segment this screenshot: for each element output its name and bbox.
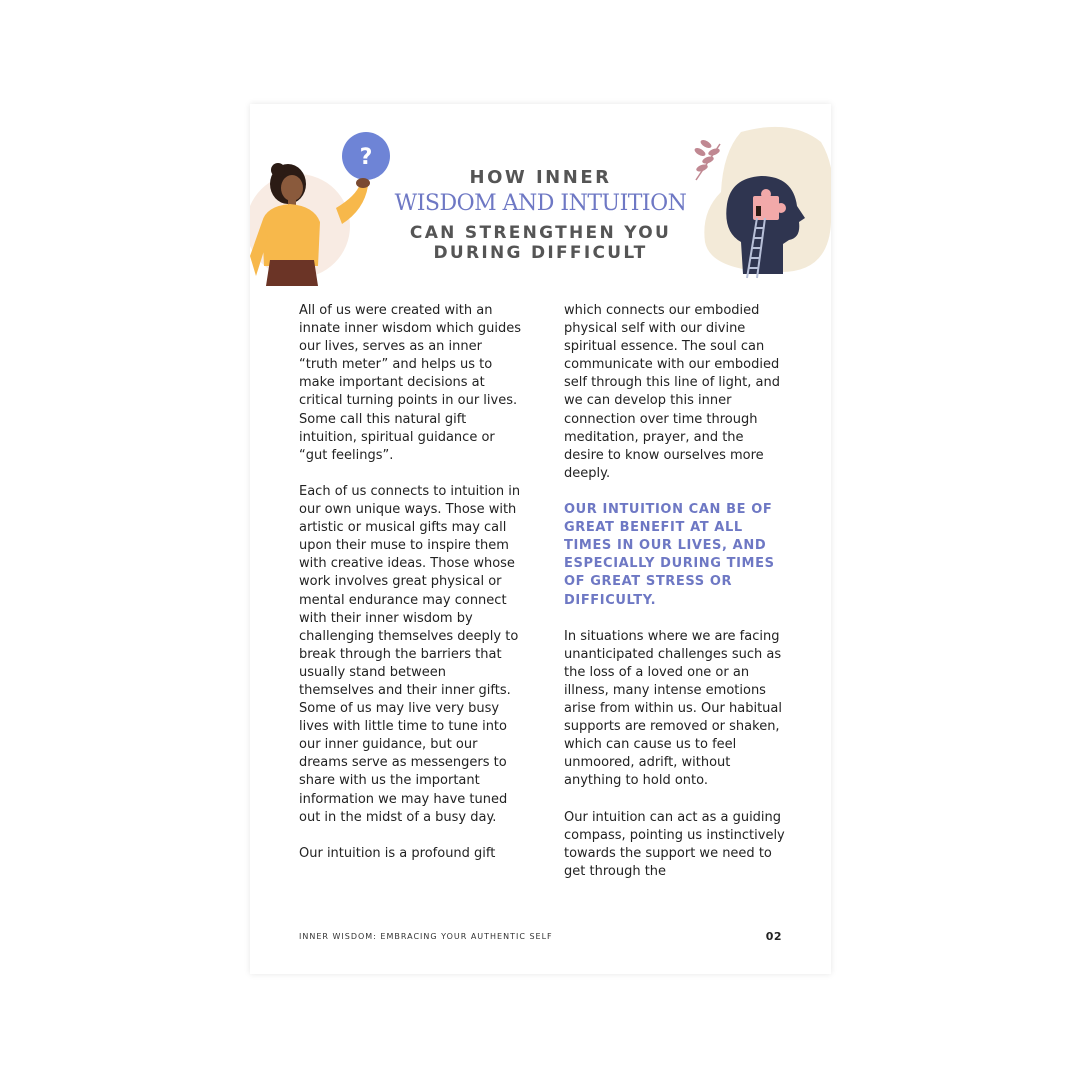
question-mark-icon: ?	[359, 145, 373, 170]
paragraph: All of us were created with an innate inner wisdom which guides our lives, serves as an inner “truth meter” and helps us to make important decisions at critical turning points in our lives. Some call this natural gift intuition, spiritual guidance or “gut feelings”.	[299, 303, 521, 463]
face	[281, 175, 303, 201]
page-number: 02	[765, 930, 782, 943]
heading-line-3b: DURING DIFFICULT	[433, 243, 648, 263]
heading-line-2: WISDOM AND INTUITION	[394, 191, 687, 216]
footer-book-title: INNER WISDOM: EMBRACING YOUR AUTHENTIC SELF	[299, 932, 553, 941]
hand	[356, 178, 370, 188]
heading-line-3a: CAN STRENGTHEN YOU	[409, 223, 672, 243]
left-column	[299, 302, 521, 881]
hair-bun	[271, 163, 285, 177]
heading-line-1: HOW INNER	[469, 167, 612, 188]
paragraph: Our intuition can act as a guiding compass, pointing us instinctively towards the support we need to get through the	[564, 809, 785, 879]
paragraph: In situations where we are facing unanticipated challenges such as the loss of a loved one or an illness, many intense emotions arise from within us. Our habitual supports are removed or shaken, which can cause us to feel unmoored, adrift, without anything to hold onto.	[564, 628, 782, 789]
right-column	[564, 302, 786, 899]
page-heading	[380, 166, 701, 263]
paragraph: Each of us connects to intuition in our own unique ways. Those with artistic or musical gifts may call upon their muse to inspire them with creative ideas. Those whose work involves great physical or mental endurance may connect with their inner wisdom by challenging themselves deeply to break through the barriers that usually stand between themselves and their inner gifts. Some of us may live very busy lives with little time to tune into our inner guidance, but our dreams serve as messengers to share with us the important information we may have tuned out in the midst of a busy day.	[299, 483, 521, 825]
callout-quote: OUR INTUITION CAN BE OF GREAT BENEFIT AT ALL TIMES IN OUR LIVES, AND ESPECIALLY DURING TIMES OF GREAT STRESS OR DIFFICULTY.	[564, 502, 775, 608]
sweater	[262, 204, 320, 266]
paragraph: which connects our embodied physical self with our divine spiritual essence. The soul can communicate with our embodied self through this line of light, and we can develop this inner connection over time through meditation, prayer, and the desire to know ourselves more deeply.	[564, 303, 780, 481]
skirt	[266, 260, 318, 286]
paragraph: Our intuition is a profound gift	[299, 845, 496, 861]
document-page	[250, 104, 831, 974]
small-figure	[756, 206, 761, 216]
